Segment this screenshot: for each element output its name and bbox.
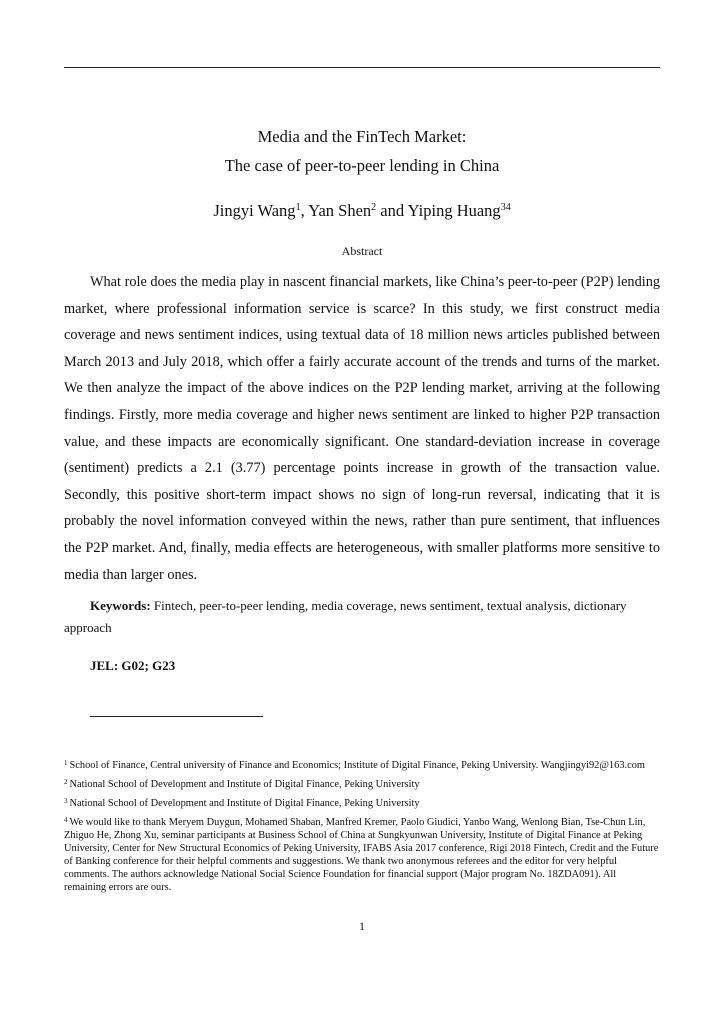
author-affiliation-mark: 34 bbox=[500, 202, 511, 213]
author-name: Yiping Huang bbox=[407, 201, 501, 220]
footnote-text: We would like to thank Meryem Duygun, Mohamed Shaban, Manfred Kremer, Paolo Giudici, Yanbo Wang, Wenlong Bian, Tse-Chun Lin, Zhiguo He, Zhong Xu, seminar participants at Business School of China at Sungkyunwan University, Institute of Digital Finance at Peking University, Center for New Structural Economics of Peking University, IFABS Asia 2017 conference, Rigi 2018 Fintech, Credit and the Future of Banking conference for their helpful comments and suggestions. We thank two anonymous referees and the editor for very helpful comments. The authors acknowledge National Social Science Foundation for financial support (Major program No. 18ZDA091). All remaining errors are ours. bbox=[64, 817, 659, 893]
paper-title-line-1: Media and the FinTech Market: bbox=[257, 127, 467, 146]
keywords bbox=[64, 595, 660, 639]
author-affiliation-mark: 2 bbox=[371, 202, 377, 213]
abstract-heading: Abstract bbox=[341, 244, 383, 258]
footnotes bbox=[64, 759, 660, 900]
author-name: Yan Shen bbox=[308, 201, 372, 220]
footnote bbox=[64, 778, 660, 791]
abstract-body: What role does the media play in nascent financial markets, like China’s peer-to-peer (P2P) lending market, where professional information service is scarce? In this study, we first construct media coverage and news sentiment indices, using textual data of 18 million news articles published between March 2013 and July 2018, which offer a fairly accurate account of the trends and turns of the market. We then analyze the impact of the above indices on the P2P lending market, arriving at the following findings. Firstly, more media coverage and higher news sentiment are linked to higher P2P transaction value, and these impacts are economically significant. One standard-deviation increase in coverage (sentiment) predicts a 2.1 (3.77) percentage points increase in growth of the transaction value. Secondly, this positive short-term impact shows no sign of long-run reversal, indicating that it is probably the novel information conveyed within the news, rather than pure sentiment, that influences the P2P market. And, finally, media effects are heterogeneous, with smaller platforms more sensitive to media than larger ones. bbox=[64, 274, 660, 583]
footnote bbox=[64, 759, 660, 772]
author-name: Jingyi Wang bbox=[213, 201, 296, 220]
footnote-rule bbox=[90, 716, 263, 717]
footnote-mark: 2 bbox=[64, 778, 68, 786]
footnote-mark: 3 bbox=[64, 797, 68, 805]
jel-codes: JEL: G02; G23 bbox=[90, 658, 176, 673]
footnote-text: School of Finance, Central university of Finance and Economics; Institute of Digital Finance, Peking University. Wangjingyi92@163.com bbox=[69, 760, 645, 771]
keywords-label: Keywords: bbox=[90, 598, 151, 613]
footnote bbox=[64, 797, 660, 810]
author-separator: , bbox=[300, 201, 309, 220]
footnote bbox=[64, 816, 660, 894]
header-rule bbox=[64, 67, 660, 68]
page-number: 1 bbox=[359, 921, 365, 933]
footnote-text: National School of Development and Institute of Digital Finance, Peking University bbox=[69, 798, 420, 809]
author-separator: and bbox=[376, 201, 408, 220]
author-list bbox=[64, 200, 660, 222]
footnote-mark: 4 bbox=[64, 816, 68, 824]
footnote-text: National School of Development and Institute of Digital Finance, Peking University bbox=[69, 779, 420, 790]
footnote-mark: 1 bbox=[64, 759, 68, 767]
author-affiliation-mark: 1 bbox=[295, 202, 301, 213]
paper-title-line-2: The case of peer-to-peer lending in China bbox=[224, 156, 500, 175]
keywords-text: Fintech, peer-to-peer lending, media coverage, news sentiment, textual analysis, dictionary approach bbox=[64, 598, 627, 635]
